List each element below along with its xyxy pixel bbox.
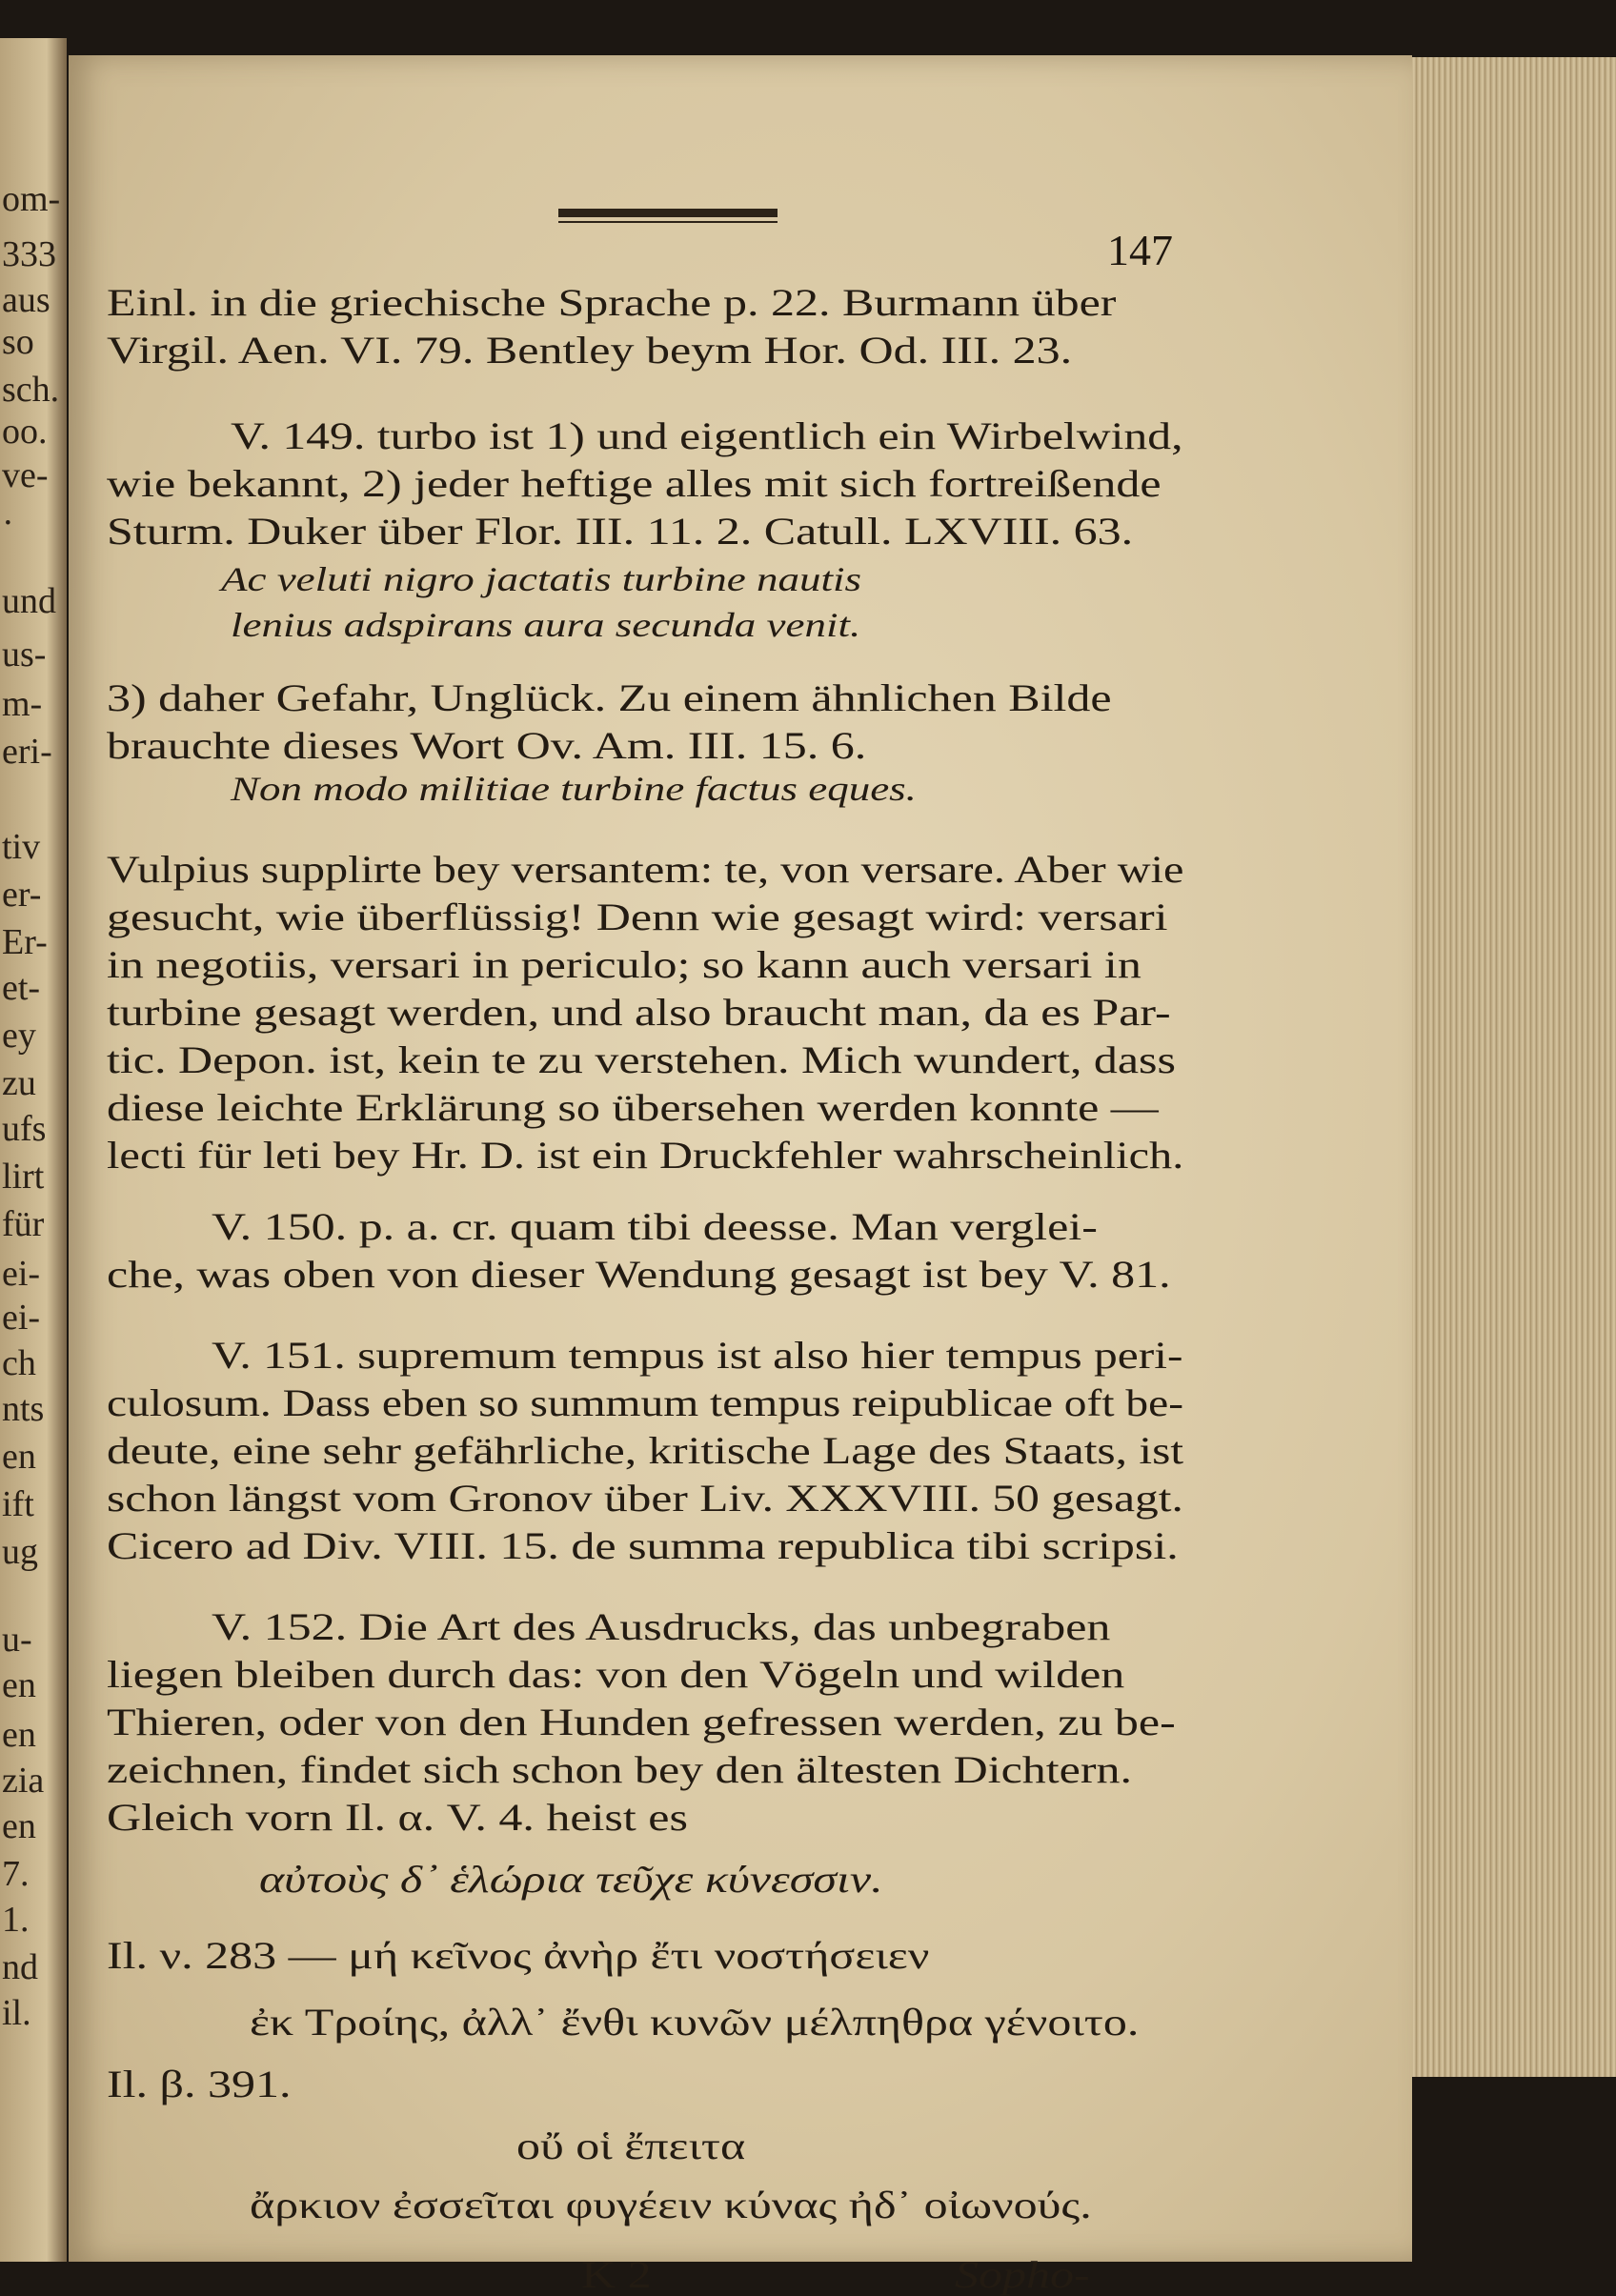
previous-page-fragment: en: [2, 1665, 36, 1705]
page-edges: [1408, 57, 1616, 2077]
previous-page-fragment: ve-: [2, 455, 49, 495]
text-line: gesucht, wie überflüssig! Denn wie gesagt wird: versari: [107, 896, 1168, 938]
text-line: Thieren, oder von den Hunden gefressen werden, zu be-: [107, 1701, 1176, 1743]
book-page: [69, 55, 1412, 2296]
text-line: V. 149. turbo ist 1) und eigentlich ein Wirbelwind,: [231, 414, 1183, 457]
page-number: 147: [1107, 226, 1173, 274]
previous-page-fragment: il.: [2, 1993, 31, 2033]
previous-page-fragment: 1.: [2, 1900, 30, 1940]
previous-page-fragment: us-: [2, 634, 47, 675]
text-line: Non modo militiae turbine factus eques.: [231, 770, 917, 808]
previous-page-fragment: nts: [2, 1389, 45, 1429]
text-line: in negotiis, versari in periculo; so kann auch versari in: [107, 943, 1141, 986]
previous-page-fragment: tiv: [2, 827, 41, 867]
previous-page-fragment: zu: [2, 1063, 36, 1103]
text-line: deute, eine sehr gefährliche, kritische Lage des Staats, ist: [107, 1429, 1184, 1472]
previous-page-fragment: ufs: [2, 1109, 47, 1149]
header-ornament-rule: [558, 209, 778, 217]
previous-page-fragment: für: [2, 1204, 45, 1244]
previous-page-edge: [0, 38, 67, 2262]
text-line: Sturm. Duker über Flor. III. 11. 2. Catull. LXVIII. 63.: [107, 510, 1134, 553]
previous-page-fragment: ei-: [2, 1254, 41, 1294]
text-line: liegen bleiben durch das: von den Vögeln und wilden: [107, 1653, 1125, 1696]
previous-page-fragment: en: [2, 1806, 36, 1846]
previous-page-fragment: ug: [2, 1532, 38, 1572]
text-line: Ac veluti nigro jactatis turbine nautis: [221, 560, 862, 598]
previous-page-fragment: ch: [2, 1343, 36, 1383]
previous-page-fragment: zia: [2, 1761, 45, 1801]
text-line: K 2: [581, 2253, 652, 2296]
text-line: Einl. in die griechische Sprache p. 22. Burmann über: [107, 281, 1117, 324]
previous-page-fragment: ey: [2, 1016, 36, 1056]
previous-page-fragment: oo.: [2, 412, 48, 452]
previous-page-fragment: 7.: [2, 1854, 30, 1894]
text-line: ἄρκιον ἐσσεῖται φυγέειν κύνας ἠδ᾽ οἰωνούς.: [250, 2184, 1092, 2226]
text-line: V. 150. p. a. cr. quam tibi deesse. Man verglei-: [212, 1205, 1098, 1248]
text-line: schon längst vom Gronov über Liv. XXXVIII. 50 gesagt.: [107, 1477, 1183, 1520]
text-line: culosum. Dass eben so summum tempus reipublicae oft be-: [107, 1381, 1184, 1424]
text-line: V. 152. Die Art des Ausdrucks, das unbegraben: [212, 1605, 1111, 1648]
previous-page-fragment: sch.: [2, 370, 60, 410]
text-line: ἐκ Τροίης, ἀλλ᾽ ἔνθι κυνῶν μέλπηθρα γένοιτο.: [250, 2001, 1140, 2044]
previous-page-fragment: aus: [2, 280, 50, 320]
text-line: Il. β. 391.: [107, 2063, 292, 2105]
previous-page-fragment: so: [2, 322, 34, 362]
previous-page-fragment: om-: [2, 179, 61, 219]
text-line: tic. Depon. ist, kein te zu verstehen. Mich wundert, dass: [107, 1038, 1176, 1081]
text-line: αὐτοὺς δ᾽ ἑλώρια τεῦχε κύνεσσιν.: [259, 1858, 883, 1901]
text-line: turbine gesagt werden, und also braucht man, da es Par-: [107, 991, 1171, 1034]
previous-page-fragment: und: [2, 581, 56, 621]
text-line: Sopho-: [955, 2253, 1090, 2296]
previous-page-fragment: ift: [2, 1484, 34, 1524]
previous-page-fragment: nd: [2, 1947, 38, 1987]
text-line: wie bekannt, 2) jeder heftige alles mit sich fortreißende: [107, 462, 1162, 505]
previous-page-fragment: et-: [2, 968, 41, 1008]
previous-page-fragment: er-: [2, 875, 42, 915]
text-line: Gleich vorn Il. α. V. 4. heist es: [107, 1796, 688, 1839]
previous-page-fragment: Er-: [2, 922, 48, 962]
text-line: Il. ν. 283 — μή κεῖνος ἀνὴρ ἔτι νοστήσειεν: [107, 1934, 930, 1977]
text-line: che, was oben von dieser Wendung gesagt ist bey V. 81.: [107, 1253, 1171, 1296]
text-line: Cicero ad Div. VIII. 15. de summa republica tibi scripsi.: [107, 1524, 1179, 1567]
text-line: lecti für leti bey Hr. D. ist ein Druckfehler wahrscheinlich.: [107, 1134, 1184, 1177]
previous-page-fragment: lirt: [2, 1157, 45, 1197]
previous-page-fragment: en: [2, 1715, 36, 1755]
previous-page-fragment: ei-: [2, 1298, 41, 1338]
previous-page-fragment: m-: [2, 684, 43, 724]
text-line: lenius adspirans aura secunda venit.: [231, 606, 861, 644]
previous-page-fragment: ·: [2, 503, 14, 543]
text-line: V. 151. supremum tempus ist also hier tempus peri-: [212, 1334, 1183, 1377]
text-line: 3) daher Gefahr, Unglück. Zu einem ähnlichen Bilde: [107, 676, 1112, 719]
text-line: brauchte dieses Wort Ov. Am. III. 15. 6.: [107, 724, 867, 767]
text-line: οὔ οἱ ἔπειτα: [516, 2125, 746, 2167]
text-line: zeichnen, findet sich schon bey den ältesten Dichtern.: [107, 1748, 1133, 1791]
text-line: Vulpius supplirte bey versantem: te, von versare. Aber wie: [107, 848, 1184, 891]
previous-page-fragment: 333: [2, 234, 56, 274]
previous-page-fragment: en: [2, 1437, 36, 1477]
text-line: Virgil. Aen. VI. 79. Bentley beym Hor. Od. III. 23.: [107, 329, 1073, 372]
previous-page-fragment: eri-: [2, 732, 52, 772]
text-line: diese leichte Erklärung so übersehen werden konnte —: [107, 1086, 1159, 1129]
previous-page-fragment: u-: [2, 1620, 32, 1660]
